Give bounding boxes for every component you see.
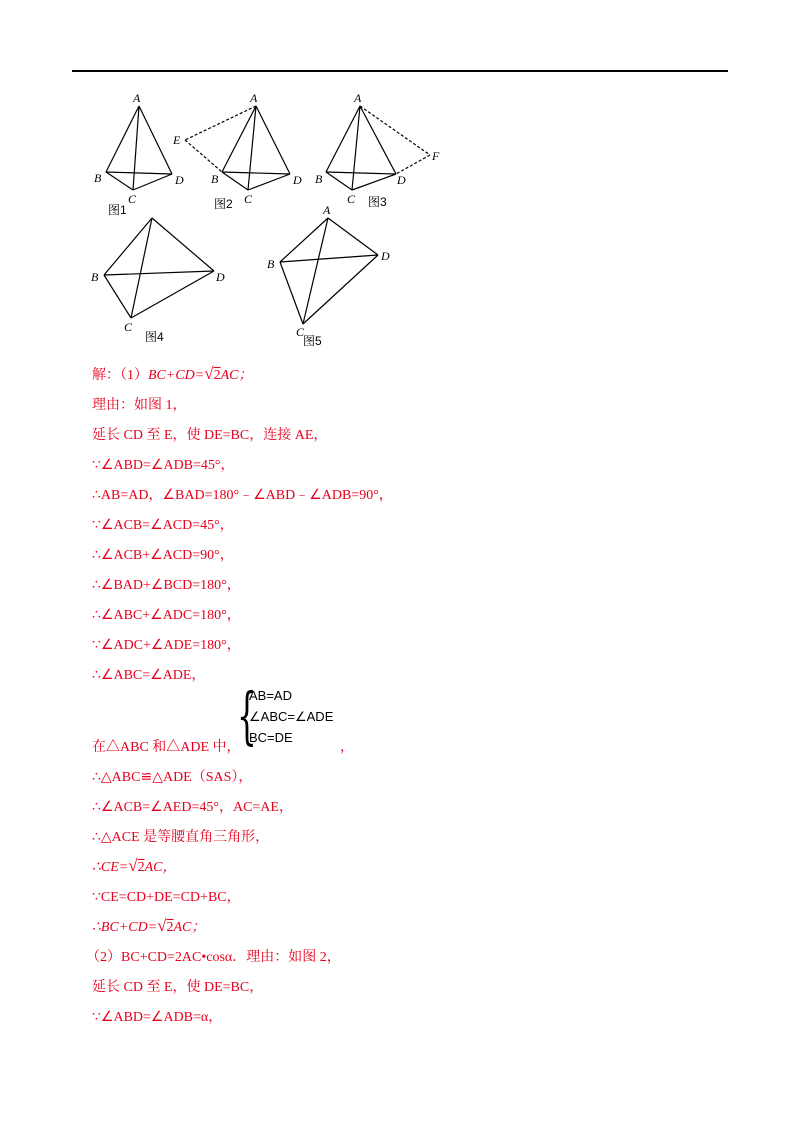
solution-line-19: （2）BC+CD=2AC•cosα．理由：如图 2， — [86, 950, 341, 965]
fig5-label-b: B — [267, 257, 275, 271]
sqrt-sign-2: √ — [128, 856, 138, 875]
solution-line-3: 延长 CD 至 E，使 DE=BC，连接 AE， — [92, 428, 328, 443]
system-brace: { — [237, 679, 257, 752]
system-row-3: BC=DE — [249, 730, 293, 745]
fig5-label-d: D — [381, 249, 390, 263]
fig3-label-d: D — [397, 173, 406, 187]
fig1-label-c: C — [128, 192, 137, 206]
solution-line-16 — [92, 856, 176, 876]
figure-4 — [104, 218, 214, 318]
solution-line-9: ∴∠ABC+∠ADC=180°， — [92, 608, 241, 623]
fig2-label-b: B — [211, 172, 219, 186]
fig1-label-d: D — [175, 173, 184, 187]
solution-line-18 — [92, 916, 205, 936]
geometry-figures — [0, 0, 800, 360]
solution-line-16-tail: AC， — [144, 860, 177, 875]
fig4-label-c: C — [124, 320, 133, 334]
fig5-label-c: C — [296, 325, 305, 339]
solution-line-14: ∴∠ACB=∠AED=45°，AC=AE， — [92, 800, 293, 815]
solution-line-5: ∴AB=AD，∠BAD=180°﹣∠ABD﹣∠ADB=90°， — [92, 488, 393, 503]
fig2-label-a: A — [250, 91, 258, 105]
solution-line-10: ∵∠ADC+∠ADE=180°， — [92, 638, 241, 653]
radicand-3: 2 — [166, 920, 174, 935]
figure-3 — [326, 106, 430, 190]
fig2-label-c: C — [244, 192, 253, 206]
system-row-2: ∠ABC=∠ADE — [249, 709, 334, 724]
fig4-label-b: B — [91, 270, 99, 284]
solution-line-6: ∵∠ACB=∠ACD=45°， — [92, 518, 234, 533]
fig2-caption: 图2 — [214, 197, 233, 211]
solution-line-17: ∵CE=CD+DE=CD+BC， — [92, 890, 241, 905]
fig5-label-a: A — [323, 203, 331, 217]
solution-line-12: 在△ABC 和△ADE 中， — [92, 740, 241, 755]
solution-line-15: ∴△ACE 是等腰直角三角形， — [92, 830, 270, 845]
solution-line-18-tail: AC； — [173, 920, 206, 935]
fig3-caption: 图3 — [368, 195, 387, 209]
solution-line-20: 延长 CD 至 E，使 DE=BC， — [92, 980, 264, 995]
solution-line-13: ∴△ABC≌△ADE（SAS）， — [92, 770, 253, 785]
figure-1 — [106, 106, 172, 190]
fig4-label-d: D — [216, 270, 225, 284]
fig4-caption: 图4 — [145, 330, 164, 344]
solution-line-18-expr: ∴BC+CD= — [92, 920, 158, 935]
sqrt-sign-3: √ — [157, 916, 167, 935]
fig1-caption: 图1 — [108, 203, 127, 217]
fig3-label-a: A — [354, 91, 362, 105]
solution-line-12-tail: ， — [340, 740, 354, 755]
fig1-label-a: A — [133, 91, 141, 105]
solution-line-1-tail: AC； — [220, 368, 253, 383]
fig3-label-f: F — [432, 149, 440, 163]
fig2-label-d: D — [293, 173, 302, 187]
system-row-1: AB=AD — [249, 688, 292, 703]
solution-line-1-prefix: 解：（1） — [92, 368, 148, 383]
radicand: 2 — [213, 368, 221, 383]
figure-5 — [280, 218, 378, 324]
fig5-caption: 图5 — [303, 334, 322, 348]
solution-line-21: ∵∠ABD=∠ADB=α， — [92, 1010, 223, 1025]
figure-2 — [185, 106, 290, 190]
fig3-label-c: C — [347, 192, 356, 206]
solution-line-1 — [92, 364, 252, 384]
fig1-label-b: B — [94, 171, 102, 185]
solution-line-11: ∴∠ABC=∠ADE， — [92, 668, 206, 683]
solution-line-4: ∵∠ABD=∠ADB=45°， — [92, 458, 235, 473]
fig2-label-e: E — [173, 133, 181, 147]
solution-line-1-expr: BC+CD= — [148, 368, 205, 383]
solution-line-8: ∴∠BAD+∠BCD=180°， — [92, 578, 241, 593]
solution-line-7: ∴∠ACB+∠ACD=90°， — [92, 548, 234, 563]
solution-line-16-expr: ∴CE= — [92, 860, 129, 875]
equation-system — [237, 679, 397, 752]
solution-line-2: 理由：如图 1， — [92, 398, 187, 413]
fig3-label-b: B — [315, 172, 323, 186]
radicand-2: 2 — [137, 860, 145, 875]
sqrt-sign: √ — [204, 364, 214, 383]
